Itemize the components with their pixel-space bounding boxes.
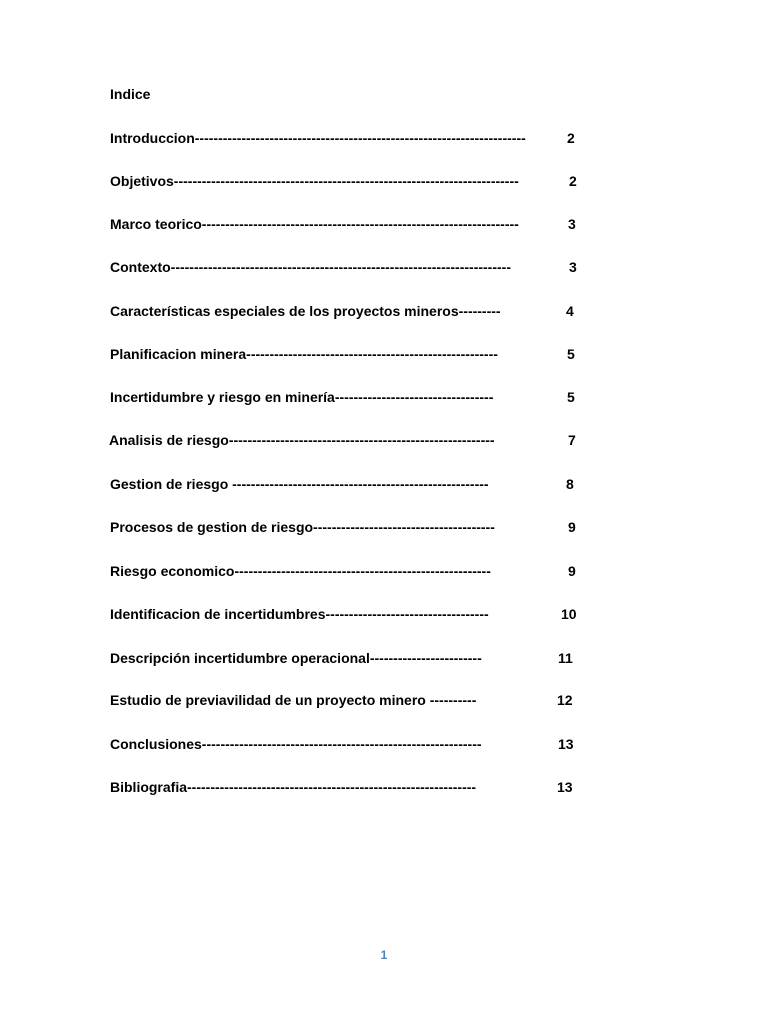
toc-entry-bibliografia: Bibliografia-------------------------------------------------------------- xyxy=(110,779,477,795)
toc-page-procesos-gestion: 9 xyxy=(568,519,576,535)
toc-page-riesgo-economico: 9 xyxy=(568,563,576,579)
toc-page-gestion-riesgo: 8 xyxy=(566,476,574,492)
toc-page-descripcion: 11 xyxy=(558,650,573,666)
toc-entry-procesos-gestion: Procesos de gestion de riesgo--------------------------------------- xyxy=(110,519,495,535)
toc-entry-planificacion: Planificacion minera------------------------------------------------------ xyxy=(110,346,498,362)
toc-entry-caracteristicas: Características especiales de los proyectos mineros--------- xyxy=(110,303,501,319)
toc-page-planificacion: 5 xyxy=(567,346,575,362)
toc-page-conclusiones: 13 xyxy=(558,736,574,752)
toc-entry-identificacion: Identificacion de incertidumbres----------------------------------- xyxy=(110,606,489,622)
page-number-footer: 1 xyxy=(380,948,388,962)
toc-entry-incertidumbre-riesgo: Incertidumbre y riesgo en minería---------------------------------- xyxy=(110,389,494,405)
toc-page-bibliografia: 13 xyxy=(557,779,573,795)
toc-page-analisis-riesgo: 7 xyxy=(568,432,576,448)
toc-entry-objetivos: Objetivos-------------------------------------------------------------------------- xyxy=(110,173,519,189)
toc-entry-introduccion: Introduccion----------------------------------------------------------------------- xyxy=(110,130,526,146)
toc-entry-marco-teorico: Marco teorico-------------------------------------------------------------------- xyxy=(110,216,519,232)
toc-entry-conclusiones: Conclusiones------------------------------------------------------------ xyxy=(110,736,482,752)
toc-entry-descripcion: Descripción incertidumbre operacional------------------------ xyxy=(110,650,482,666)
toc-heading: Indice xyxy=(110,86,151,102)
toc-page-marco-teorico: 3 xyxy=(568,216,576,232)
toc-entry-estudio-previavilidad: Estudio de previavilidad de un proyecto minero ---------- xyxy=(110,692,477,708)
toc-page-introduccion: 2 xyxy=(567,130,575,146)
toc-entry-riesgo-economico: Riesgo economico------------------------------------------------------- xyxy=(110,563,491,579)
toc-page-incertidumbre-riesgo: 5 xyxy=(567,389,575,405)
toc-entry-gestion-riesgo: Gestion de riesgo ------------------------------------------------------- xyxy=(110,476,489,492)
toc-page-contexto: 3 xyxy=(569,259,577,275)
toc-entry-analisis-riesgo: Analisis de riesgo--------------------------------------------------------- xyxy=(109,432,495,448)
toc-page-identificacion: 10 xyxy=(561,606,577,622)
toc-page-caracteristicas: 4 xyxy=(566,303,574,319)
toc-page-objetivos: 2 xyxy=(569,173,577,189)
toc-page-estudio-previavilidad: 12 xyxy=(557,692,573,708)
toc-entry-contexto: Contexto------------------------------------------------------------------------- xyxy=(110,259,511,275)
